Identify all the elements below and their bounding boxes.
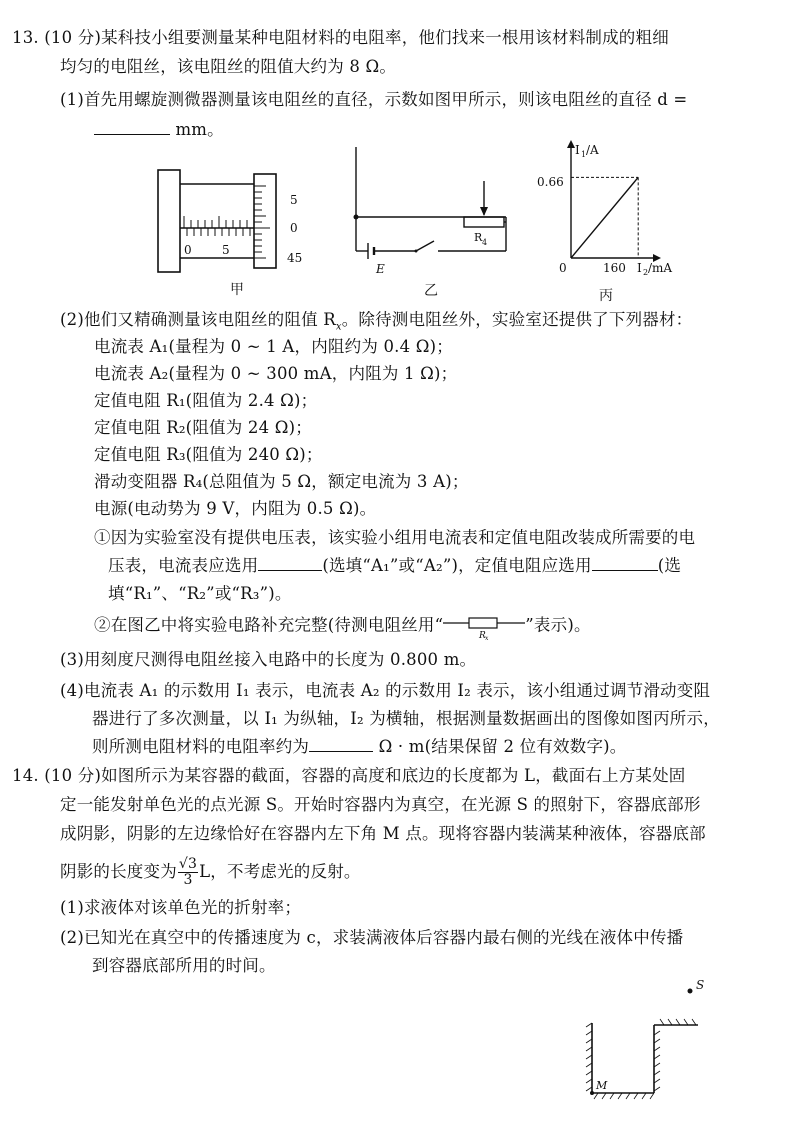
origin-0: 0 <box>559 261 567 275</box>
q13-sub1-line2: 压表，电流表应选用 (选填“A₁”或“A₂”)，定值电阻应选用 (选 <box>108 556 682 575</box>
q14-part1: (1)求液体对该单色光的折射率； <box>60 898 302 917</box>
answer-blank-d[interactable] <box>94 120 170 135</box>
item-resistor-r2: 定值电阻 R₂(阻值为 24 Ω)； <box>94 418 312 437</box>
q14-line2: 定一能发射单色光的点光源 S。开始时容器内为真空，在光源 S 的照射下，容器底部形 <box>60 795 701 814</box>
corner-m-point <box>590 1091 594 1095</box>
q13-sub2: ②在图乙中将实验电路补充完整(待测电阻丝用“ R x ”表示)。 <box>94 613 591 639</box>
thimble-5: 5 <box>290 193 298 207</box>
y-tick-066: 0.66 <box>537 175 564 189</box>
thimble-45: 45 <box>287 251 303 265</box>
caption-bing: 丙 <box>599 288 613 304</box>
data-line <box>571 177 638 258</box>
label-e: E <box>376 262 385 276</box>
answer-blank-resistivity[interactable] <box>309 737 373 752</box>
q14-line4: 阴影的长度变为 $\frac{√3}{3}$ L，不考虑光的反射。 <box>60 856 361 888</box>
figure-bing-graph <box>535 140 685 304</box>
label-s: S <box>696 978 705 992</box>
caption-yi: 乙 <box>424 283 438 299</box>
item-ammeter-a1: 电流表 A₁(量程为 0 ~ 1 A，内阻约为 0.4 Ω)； <box>94 337 453 356</box>
figure-container <box>580 975 740 1125</box>
fraction-root3-over-3: $\frac{√3}{3}$ <box>178 856 198 888</box>
light-source-point <box>688 989 693 994</box>
item-resistor-r3: 定值电阻 R₃(阻值为 240 Ω)； <box>94 445 323 464</box>
q13-part1: (1)首先用螺旋测微器测量该电阻丝的直径，示数如图甲所示，则该电阻丝的直径 d = <box>60 90 688 109</box>
answer-blank-ammeter[interactable] <box>258 556 322 571</box>
thimble-0: 0 <box>290 221 298 235</box>
label-m: M <box>596 1079 608 1092</box>
x-axis-label: I <box>637 261 642 275</box>
figure-yi-circuit <box>340 145 520 299</box>
answer-blank-resistor[interactable] <box>592 556 658 571</box>
item-ammeter-a2: 电流表 A₂(量程为 0 ~ 300 mA，内阻为 1 Ω)； <box>94 364 458 383</box>
q13-part2: (2)他们又精确测量该电阻丝的阻值 $R_x$。除待测电阻丝外，实验室还提供了下列器材： <box>60 310 693 333</box>
resistor-rx-symbol <box>443 613 525 642</box>
unit-mm: mm。 <box>175 120 224 139</box>
y-axis-label: I <box>575 143 580 157</box>
label-r4: R <box>474 231 483 244</box>
main-scale-5: 5 <box>222 243 230 257</box>
svg-text:R: R <box>479 631 487 641</box>
x-tick-160: 160 <box>603 261 626 275</box>
q13-line2: 均匀的电阻丝，该电阻丝的阻值大约为 8 Ω。 <box>60 57 397 76</box>
figure-jia-micrometer <box>150 170 320 298</box>
q13-line1: 13. (10 分)某科技小组要测量某种电阻材料的电阻率，他们找来一根用该材料制成的粗细 <box>12 28 669 47</box>
y-axis-label-sub: 1 <box>581 150 587 159</box>
caption-jia: 甲 <box>230 282 244 298</box>
q13-sub1-line3: 填“R₁”、“R₂”或“R₃”)。 <box>108 584 292 603</box>
q13-part1-answer <box>94 120 224 140</box>
q13-part4-line2: 器进行了多次测量，以 I₁ 为纵轴，I₂ 为横轴，根据测量数据画出的图像如图丙所示， <box>92 709 720 728</box>
label-r4-sub: 4 <box>482 238 488 247</box>
main-scale-0: 0 <box>184 243 192 257</box>
q13-part4-line3: 则所测电阻材料的电阻率约为 Ω · m(结果保留 2 位有效数字)。 <box>92 737 627 756</box>
q13-part4-line1: (4)电流表 A₁ 的示数用 I₁ 表示，电流表 A₂ 的示数用 I₂ 表示，该小组通过调节滑动变阻 <box>60 681 711 700</box>
item-rheostat-r4: 滑动变阻器 R₄(总阻值为 5 Ω，额定电流为 3 A)； <box>94 472 469 491</box>
svg-text:x: x <box>485 635 489 642</box>
q14-part2-line2: 到容器底部所用的时间。 <box>92 956 276 975</box>
item-power-source: 电源(电动势为 9 V，内阻为 0.5 Ω)。 <box>94 499 377 518</box>
q14-line1: 14. (10 分)如图所示为某容器的截面，容器的高度和底边的长度都为 L，截面右上方某处固 <box>12 766 686 785</box>
q13-sub1-line1: ①因为实验室没有提供电压表，该实验小组用电流表和定值电阻改装成所需要的电 <box>94 528 696 547</box>
q14-line3: 成阴影，阴影的左边缘恰好在容器内左下角 M 点。现将容器内装满某种液体，容器底部 <box>60 824 706 843</box>
x-axis-label-sub: 2 <box>643 268 649 277</box>
x-axis-unit: /mA <box>648 261 673 275</box>
q14-part2-line1: (2)已知光在真空中的传播速度为 c，求装满液体后容器内最右侧的光线在液体中传播 <box>60 928 684 947</box>
item-resistor-r1: 定值电阻 R₁(阻值为 2.4 Ω)； <box>94 391 318 410</box>
q13-part3: (3)用刻度尺测得电阻丝接入电路中的长度为 0.800 m。 <box>60 650 477 669</box>
y-axis-unit: /A <box>586 143 599 157</box>
